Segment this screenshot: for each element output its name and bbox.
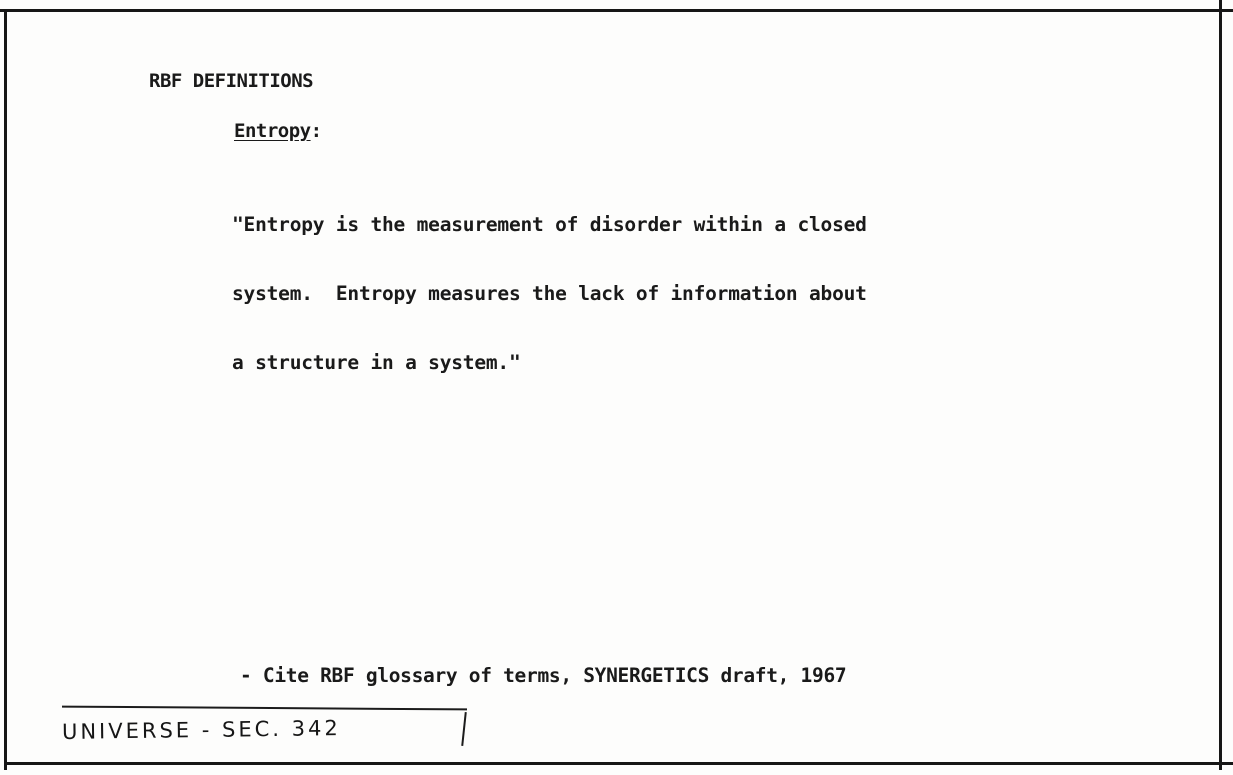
term-word: Entropy [234,120,311,142]
definition-text [232,167,867,420]
card-border-right [1219,0,1222,770]
handwritten-note: UNIVERSE - SEC. 342 [61,716,341,744]
definition-line: system. Entropy measures the lack of information about [232,282,867,305]
handwritten-underline [62,706,467,711]
definition-line: "Entropy is the measurement of disorder within a closed [232,213,867,236]
citation: - Cite RBF glossary of terms, SYNERGETICS draft, 1967 [240,664,847,687]
card-border-top [0,9,1233,12]
card-border-bottom [4,762,1233,765]
handwritten-bracket [461,712,467,746]
definition-line: a structure in a system." [232,351,521,374]
term-colon: : [310,120,322,142]
card-border-left [4,10,7,770]
definition-term [234,120,322,142]
card-heading: RBF DEFINITIONS [149,70,314,92]
